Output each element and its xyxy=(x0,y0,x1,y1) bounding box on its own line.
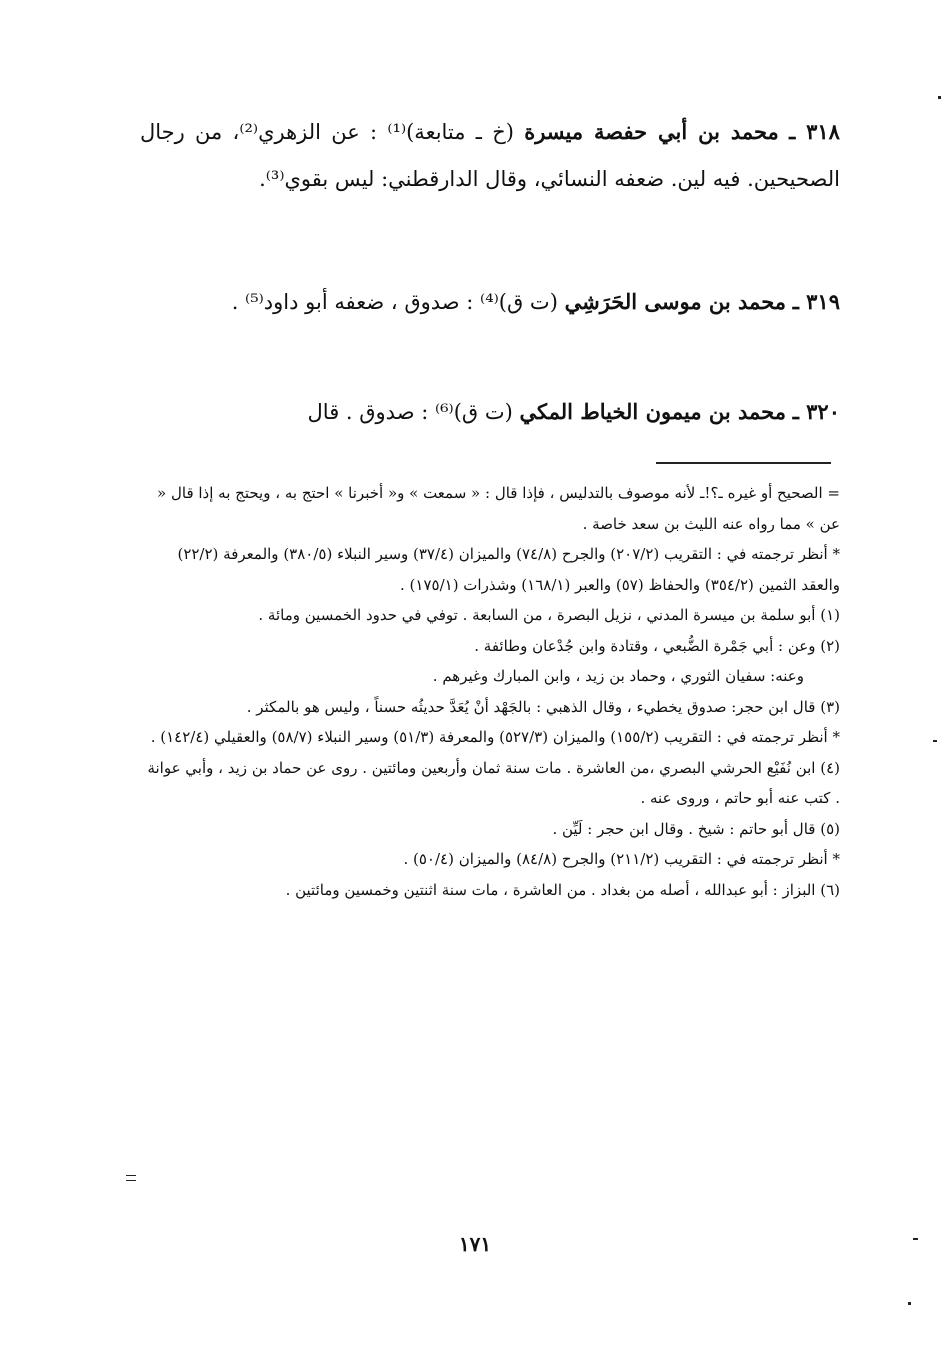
footnote-5: (٥) قال أبو حاتم : شيخ . وقال ابن حجر : لَيِّن . xyxy=(552,819,840,838)
scan-mark xyxy=(908,1302,911,1305)
footnote-4: (٤) ابن نُفَيْع الحرشي البصري ،من العاشرة . مات سنة ثمان وأربعين ومائتين . روى عن حماد بن زيد ، وأبي عوانة . كتب عنه أبو حاتم ، وروى عنه . xyxy=(147,758,840,807)
footnote-1: (١) أبو سلمة بن ميسرة المدني ، نزيل البصرة ، من السابعة . توفي في حدود الخمسين ومائة . xyxy=(258,606,840,624)
footnote-references: * أنظر ترجمته في : التقريب (٢٠٧/٢) والجرح (٧٤/٨) والميزان (٣٧/٤) وسير النبلاء (٣٨٠/٥) والمعرفة (٢٢/٢) والعقد الثمين (٣٥٤/٢) والحفاظ (٥٧) والعبر (١٦٨/١) وشذرات (١٧٥/١) . xyxy=(177,545,840,594)
entry-number: ٣١٨ ـ xyxy=(789,119,840,144)
footnote-references: * أنظر ترجمته في : التقريب (٢١١/٢) والجرح (٨٤/٨) والميزان (٥٠/٤) . xyxy=(403,850,840,868)
entry-name: محمد بن أبي حفصة ميسرة xyxy=(524,119,779,144)
entry-name: محمد بن موسى الحَرَشِي xyxy=(564,289,786,314)
scan-mark xyxy=(933,740,937,742)
footnote-continuation: = الصحيح أو غيره ـ؟!ـ لأنه موصوف بالتدليس ، فإذا قال : « سمعت » و« أخبرنا » احتج به ، ويحتج به إذا قال « عن » مما رواه عنه الليث بن سعد خاصة . xyxy=(157,484,840,533)
footnote-3: (٣) قال ابن حجر: صدوق يخطيء ، وقال الذهبي : بالجَهْد أنْ يُعَدَّ حديثُه حسناً ، وليس هو بالمكثر . xyxy=(246,697,840,716)
entry-number: ٣٢٠ ـ xyxy=(792,399,840,424)
entry-text: (ت ق)⁽⁶⁾ : صدوق . قال xyxy=(307,400,513,424)
scan-mark xyxy=(938,96,941,99)
scan-mark xyxy=(126,1180,136,1181)
footnote-references: * أنظر ترجمته في : التقريب (١٥٥/٢) والميزان (٥٢٧/٣) والمعرفة (٥١/٣) وسير النبلاء (٥٨/٧) والعقيلي (١٤٢/٤) . xyxy=(150,728,840,746)
page-number: ١٧١ xyxy=(458,1232,492,1256)
footnote-divider xyxy=(656,462,831,464)
entry-text: (خ ـ متابعة)⁽¹⁾ : عن الزهري⁽²⁾، من رجال الصحيحين. فيه لين. ضعفه النسائي، وقال الدارقطني: ليس بقوي⁽³⁾. xyxy=(140,120,840,191)
entry-name: محمد بن ميمون الخياط المكي xyxy=(519,399,786,424)
footnote-2: (٢) وعن : أبي جَمْرة الضُّبعي ، وقتادة وابن جُدْعان وطائفة . xyxy=(474,636,840,655)
footnote-6: (٦) البزاز : أبو عبدالله ، أصله من بغداد . من العاشرة ، مات سنة اثنتين وخمسين ومائتين . xyxy=(285,880,840,899)
footnotes xyxy=(140,478,840,905)
footnote-2-continued: وعنه: سفيان الثوري ، وحماد بن زيد ، وابن المبارك وغيرهم . xyxy=(432,667,804,685)
entry-318 xyxy=(140,108,840,203)
entry-319 xyxy=(140,278,840,326)
entry-number: ٣١٩ ـ xyxy=(792,289,840,314)
entry-text: (ت ق)⁽⁴⁾ : صدوق ، ضعفه أبو داود⁽⁵⁾ . xyxy=(231,290,558,314)
scan-mark xyxy=(913,1238,918,1240)
scan-mark xyxy=(126,1175,136,1176)
entry-320 xyxy=(140,388,840,436)
